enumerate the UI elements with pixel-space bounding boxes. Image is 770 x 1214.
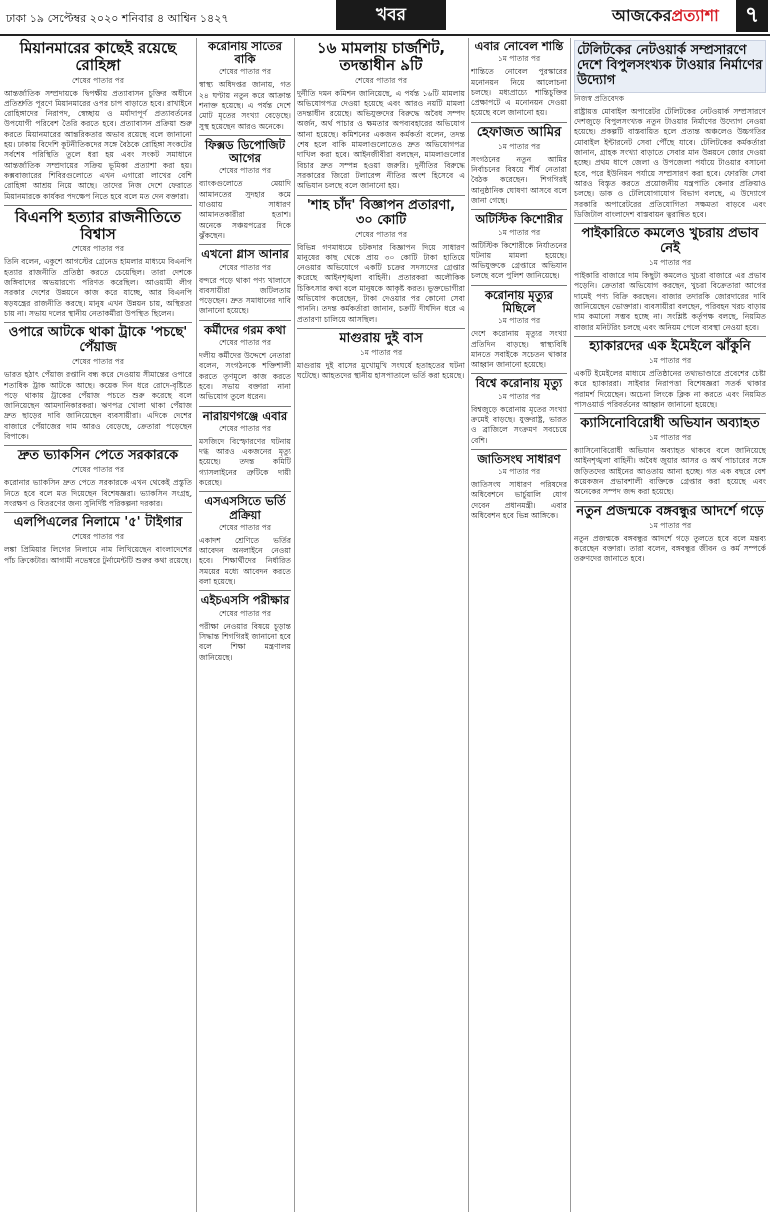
- story-body: বন্দরে পড়ে থাকা পণ্য খালাসে ব্যবসায়ীরা জটিলতায় পড়েছেন। দ্রুত সমাধানের দাবি জানানো হয়েছে।: [199, 275, 291, 316]
- story-body: একটি ইমেইলের মাধ্যমে প্রতিষ্ঠানের তথ্যভাণ্ডারে প্রবেশের চেষ্টা করে হ্যাকাররা। সাইবার নিরাপত্তা বিশেষজ্ঞরা সতর্ক থাকার পরামর্শ দিয়েছেন। অচেনা লিংকে ক্লিক না করতে এবং নিয়মিত পাসওয়ার্ড পরিবর্তনের আহ্বান জানানো হয়েছে।: [574, 368, 766, 409]
- byline: ১ম পাতার পর: [497, 227, 541, 237]
- header-rule: [0, 34, 770, 36]
- story-divider: [199, 320, 291, 321]
- headline: এসএসসিতে ভর্তি প্রক্রিয়া: [204, 494, 286, 522]
- story-divider: [4, 322, 192, 323]
- story-divider: [471, 209, 567, 210]
- column-divider: [294, 38, 295, 1212]
- story-divider: [199, 135, 291, 136]
- story-divider: [471, 122, 567, 123]
- byline: শেষের পাতার পর: [72, 357, 124, 367]
- byline: শেষের পাতার পর: [355, 229, 407, 239]
- story-divider: [199, 406, 291, 407]
- story-glass: [199, 248, 291, 316]
- headline: 'শাহ চাঁদ' বিজ্ঞাপন প্রতারণা, ৩০ কোটি: [306, 197, 456, 228]
- story-body: দেশে করোনায় মৃত্যুর সংখ্যা প্রতিদিন বাড়ছে। স্বাস্থ্যবিধি মানতে সবাইকে সচেতন থাকার আহ্বান জানানো হয়েছে।: [471, 329, 567, 370]
- column-divider: [196, 38, 197, 1212]
- story-divider: [4, 205, 192, 206]
- story-divider: [574, 336, 766, 337]
- headline: হ্যাকারদের এক ইমেইলে ঝাঁকুনি: [589, 339, 751, 354]
- headline: হেফাজত আমির: [476, 124, 562, 140]
- byline: ১ম পাতার পর: [648, 520, 692, 530]
- headline: এবার নোবেল শান্তি: [474, 39, 564, 53]
- story-divider: [4, 512, 192, 513]
- headline: নতুন প্রজন্মকে বঙ্গবন্ধুর আদর্শে গড়ে: [576, 503, 764, 519]
- logo-prefix: আজকের: [612, 6, 672, 25]
- byline: ১ম পাতার পর: [648, 355, 692, 365]
- story-divider: [471, 373, 567, 374]
- logo-suffix: প্রত্যাশা: [671, 6, 719, 25]
- headline: মাগুরায় দুই বাস: [339, 331, 423, 346]
- column-3: [297, 38, 465, 1212]
- story-vaccine: [4, 449, 192, 509]
- story-body: ক্যাসিনোবিরোধী অভিযান অব্যাহত থাকবে বলে জানিয়েছে আইনশৃঙ্খলা বাহিনী। অবৈধ জুয়ার আসর ও অর্থ পাচারের সঙ্গে জড়িতদের আইনের আওতায় আনা হচ্ছে। গত এক বছরে বেশ কয়েকজন প্রভাবশালী ব্যক্তিকে গ্রেপ্তার করা হয়েছে এবং অনেকের সম্পদ জব্দ করা হয়েছে।: [574, 446, 766, 497]
- story-pharma: [297, 199, 465, 325]
- story-hefazat: [471, 126, 567, 207]
- byline: শেষের পাতার পর: [72, 465, 124, 475]
- headline: দ্রুত ভ্যাকসিন পেতে সরকারকে: [17, 448, 179, 464]
- story-bus: [297, 332, 465, 382]
- headline: করোনায় সাতের বাকি: [208, 39, 282, 67]
- byline: শেষের পাতার পর: [219, 338, 271, 347]
- headline: বিএনপি হত্যার রাজনীতিতে বিশ্বাস: [14, 207, 182, 244]
- story-body: নতুন প্রজন্মকে বঙ্গবন্ধুর আদর্শে গড়ে তুলতে হবে বলে মন্তব্য করেছেন বক্তারা। তারা বলেন, বঙ্গবন্ধুর জীবন ও কর্ম সম্পর্কে তরুণদের জানাতে হবে।: [574, 533, 766, 564]
- column-divider: [570, 38, 571, 1212]
- story-bnp: [4, 209, 192, 319]
- story-divider: [574, 501, 766, 502]
- story-world-corona: [471, 377, 567, 445]
- byline: শেষের পাতার পর: [219, 166, 271, 176]
- story-body: লঙ্কা প্রিমিয়ার লিগের নিলামে নাম লিখিয়েছেন বাংলাদেশের পাঁচ ক্রিকেটার। আগামী নভেম্বরে টুর্নামেন্টটি শুরুর কথা রয়েছে।: [4, 545, 192, 565]
- section-label: খবর: [336, 0, 446, 30]
- story-divider: [199, 244, 291, 245]
- story-body: দলীয় কর্মীদের উদ্দেশে নেতারা বলেন, সংগঠনকে শক্তিশালী করতে তৃণমূলে কাজ করতে হবে। সভায় বক্তারা নানা অভিযোগ তুলে ধরেন।: [199, 351, 291, 402]
- headline: করোনায় মৃত্যুর মিছিলে: [485, 287, 553, 315]
- story-onion: [4, 326, 192, 442]
- story-narayanganj: [199, 410, 291, 489]
- story-divider: [199, 590, 291, 591]
- headline: পাইকারিতে কমলেও খুচরায় প্রভাব নেই: [581, 226, 759, 257]
- story-bangabandhu: [574, 505, 766, 565]
- headline: মিয়ানমারের কাছেই রয়েছে রোহিঙ্গা: [19, 39, 177, 75]
- headline: নারায়ণগঞ্জে এবার: [202, 408, 288, 423]
- headline: বিশ্বে করোনায় মৃত্যু: [475, 376, 563, 391]
- story-divider: [297, 328, 465, 329]
- headline: ১৬ মামলায় চার্জশিট, তদন্তাধীন ৯টি: [316, 39, 446, 75]
- byline: নিজস্ব প্রতিবেদক: [574, 93, 625, 103]
- newspaper-logo: [612, 3, 719, 30]
- story-autism: [471, 213, 567, 281]
- byline: শেষের পাতার পর: [72, 244, 124, 254]
- story-corona-seven: [199, 40, 291, 132]
- story-body: বিভিন্ন গণমাধ্যমে চটকদার বিজ্ঞাপন দিয়ে সাধারণ মানুষের কাছ থেকে প্রায় ৩০ কোটি টাকা হাতিয়ে নেওয়ার অভিযোগে একটি চক্রের সদস্যদের গ্রেপ্তার করেছে আইনশৃঙ্খলা বাহিনী। প্রতারকরা অলৌকিক চিকিৎসার কথা বলে মানুষকে আকৃষ্ট করত। ভুক্তভোগীরা অভিযোগ করেছেন, টাকা দেওয়ার পর কোনো সেবা পাননি। তদন্ত কর্মকর্তারা জানান, চক্রটি দীর্ঘদিন ধরে এ প্রতারণা চালিয়ে আসছিল।: [297, 242, 465, 324]
- byline: শেষের পাতার পর: [219, 522, 271, 532]
- byline: শেষের পাতার পর: [355, 75, 407, 85]
- story-lpl: [4, 516, 192, 566]
- story-divider: [4, 445, 192, 446]
- headline: ফিক্সড ডিপোজিট আগের: [205, 138, 285, 166]
- story-body: করোনার ভ্যাকসিন দ্রুত পেতে সরকারকে এখন থেকেই প্রস্তুতি নিতে হবে বলে মত দিয়েছেন বিশেষজ্ঞরা। ভ্যাকসিন সংগ্রহ, সংরক্ষণ ও বিতরণের জন্য সুনির্দিষ্ট পরিকল্পনা দরকার।: [4, 478, 192, 508]
- byline: ১ম পাতার পর: [359, 347, 403, 357]
- story-chargesheet: [297, 40, 465, 192]
- story-body: জাতিসংঘ সাধারণ পরিষদের অধিবেশনে ভার্চুয়ালি যোগ দেবেন প্রধানমন্ত্রী। এবার অধিবেশন হবে ভিন্ন আঙ্গিকে।: [471, 480, 567, 521]
- story-body: মসজিদে বিস্ফোরণের ঘটনায় দগ্ধ আরও একজনের মৃত্যু হয়েছে। তদন্ত কমিটি গ্যাসলাইনের ত্রুটিকে দায়ী করেছে।: [199, 436, 291, 488]
- story-body: পরীক্ষা নেওয়ার বিষয়ে চূড়ান্ত সিদ্ধান্ত শিগগিরই জানানো হবে বলে শিক্ষা মন্ত্রণালয় জানিয়েছে।: [199, 621, 291, 662]
- story-admission: [199, 495, 291, 587]
- column-5: [574, 38, 766, 1212]
- story-hsc: [199, 594, 291, 662]
- story-body: আন্তর্জাতিক সম্প্রদায়কে দ্বিপক্ষীয় প্রত্যাবাসন চুক্তির অধীনে প্রতিশ্রুতি পূরণে মিয়ানমারের ওপর চাপ বাড়াতে হবে। রাখাইনে রোহিঙ্গাদের নিরাপদ, স্বেচ্ছায় ও মর্যাদাপূর্ণ প্রত্যাবর্তনের উপযোগী পরিবেশ তৈরি করতে হবে। প্রত্যাবাসন প্রক্রিয়া শুরু করতে মিয়ানমারের আন্তরিকতার অভাব রয়েছে বলে জানানো হয়। ঢাকায় বিদেশি কূটনীতিকদের সঙ্গে বৈঠকে রোহিঙ্গা সংকটের সর্বশেষ পরিস্থিতি তুলে ধরা হয় এবং সংকট সমাধানে আন্তর্জাতিক সম্প্রদায়ের সক্রিয় ভূমিকা প্রত্যাশা করা হয়। কক্সবাজারের শিবিরগুলোতে এখন এগারো লাখের বেশি রোহিঙ্গা আশ্রয় নিয়ে আছে। তাদের নিজ দেশে ফেরাতে মিয়ানমারকে কার্যকর পদক্ষেপ নিতে হবে বলে মত দেন বক্তারা।: [4, 88, 192, 201]
- story-body: অটিস্টিক কিশোরীকে নির্যাতনের ঘটনায় মামলা হয়েছে। অভিযুক্তকে গ্রেপ্তারে অভিযান চলছে বলে পুলিশ জানিয়েছে।: [471, 240, 567, 281]
- story-body: তিনি বলেন, একুশে আগস্টের গ্রেনেড হামলার মাধ্যমে বিএনপি হত্যার রাজনীতি প্রতিষ্ঠা করতে চেয়েছিল। তারা দেশকে জঙ্গিবাদের অভয়ারণ্যে পরিণত করেছিল। আওয়ামী লীগ সরকার দেশের উন্নয়নে কাজ করে যাচ্ছে, আর বিএনপি ষড়যন্ত্রের রাজনীতি করছে। মানুষ এখন উন্নয়ন চায়, অস্থিরতা চায় না। সভায় দলের স্থানীয় নেতাকর্মীরা উপস্থিত ছিলেন।: [4, 257, 192, 318]
- story-body: মাগুরায় দুই বাসের মুখোমুখি সংঘর্ষে হতাহতের ঘটনা ঘটেছে। আহতদের স্থানীয় হাসপাতালে ভর্তি করা হয়েছে।: [297, 360, 465, 381]
- story-divider: [199, 491, 291, 492]
- byline: শেষের পাতার পর: [219, 423, 271, 433]
- story-divider: [471, 285, 567, 286]
- headline: অটিস্টিক কিশোরীর: [475, 212, 563, 227]
- story-wholesale: [574, 227, 766, 333]
- story-body: পাইকারি বাজারে দাম কিছুটা কমলেও খুচরা বাজারে এর প্রভাব পড়েনি। ক্রেতারা অভিযোগ করছেন, খুচরা বিক্রেতারা আগের দামেই পণ্য বিক্রি করছেন। বাজার তদারকি জোরদারের দাবি জানিয়েছেন ভোক্তারা। ব্যবসায়ীরা বলছেন, পরিবহন খরচ বাড়ায় দাম কমানো সম্ভব হচ্ছে না। সংশ্লিষ্ট কর্তৃপক্ষ বলছে, নিয়মিত বাজার মনিটরিং চলছে এবং অনিয়ম পেলে ব্যবস্থা নেওয়া হবে।: [574, 271, 766, 332]
- masthead: [0, 0, 770, 36]
- story-divider: [471, 449, 567, 450]
- byline: শেষের পাতার পর: [219, 262, 271, 272]
- headline: ক্যাসিনোবিরোধী অভিযান অব্যাহত: [580, 416, 760, 432]
- story-fixed-deposit: [199, 139, 291, 241]
- story-divider: [574, 223, 766, 224]
- story-jatisangha: [471, 453, 567, 521]
- story-divider: [574, 413, 766, 414]
- byline: শেষের পাতার পর: [72, 75, 124, 85]
- story-nobel: [471, 40, 567, 119]
- byline: ১ম পাতার পর: [497, 141, 541, 151]
- story-teletalk: [574, 40, 766, 220]
- headline: এখনো গ্লাস আনার: [201, 247, 289, 262]
- story-body: একাদশ শ্রেণিতে ভর্তির আবেদন অনলাইনে নেওয়া হবে। শিক্ষার্থীদের নির্ধারিত সময়ের মধ্যে আবেদন করতে বলা হয়েছে।: [199, 535, 291, 587]
- story-divider: [297, 195, 465, 196]
- column-4: [471, 38, 567, 1212]
- byline: শেষের পাতার পর: [219, 608, 271, 618]
- story-body: দুর্নীতি দমন কমিশন জানিয়েছে, এ পর্যন্ত ১৬টি মামলায় অভিযোগপত্র দেওয়া হয়েছে এবং আরও নয়টি মামলা তদন্তাধীন রয়েছে। অভিযুক্তদের বিরুদ্ধে অবৈধ সম্পদ অর্জন, অর্থ পাচার ও ক্ষমতার অপব্যবহারের অভিযোগ আনা হয়েছে। কমিশনের একজন কর্মকর্তা বলেন, তদন্ত শেষ হলে বাকি মামলাগুলোতেও দ্রুত অভিযোগপত্র দাখিল করা হবে। আইনজীবীরা বলছেন, মামলাগুলোর বিচার দ্রুত সম্পন্ন হওয়া জরুরি। দুর্নীতির বিরুদ্ধে সরকারের জিরো টলারেন্স নীতির অংশ হিসেবে এ অভিযান চলছে বলে জানানো হয়।: [297, 88, 465, 191]
- byline: ১ম পাতার পর: [648, 258, 692, 268]
- byline: ১ম পাতার পর: [497, 391, 541, 401]
- story-workers: [199, 324, 291, 403]
- story-body: শান্তিতে নোবেল পুরস্কারের মনোনয়ন নিয়ে আলোচনা চলছে। মধ্যপ্রাচ্যে শান্তিচুক্তির প্রেক্ষাপটে এ মনোনয়ন দেওয়া হয়েছে বলে জানানো হয়।: [471, 67, 567, 118]
- story-body: রাষ্ট্রায়ত্ত মোবাইল অপারেটর টেলিটকের নেটওয়ার্ক সম্প্রসারণে দেশজুড়ে বিপুলসংখ্যক নতুন টাওয়ার নির্মাণের উদ্যোগ নেওয়া হয়েছে। প্রকল্পটি বাস্তবায়িত হলে প্রত্যন্ত অঞ্চলেও উচ্চগতির মোবাইল ইন্টারনেট সেবা পৌঁছে যাবে। টেলিটকের কর্মকর্তারা জানান, গ্রাহক সংখ্যা বাড়াতে সেবার মান উন্নয়নে জোর দেওয়া হচ্ছে। প্রথম ধাপে জেলা ও উপজেলা পর্যায়ে টাওয়ার বসানো হবে, পরে ইউনিয়ন পর্যায়ে সম্প্রসারণ করা হবে। ফোরজি সেবা আরও বিস্তৃত করতে প্রয়োজনীয় যন্ত্রপাতি কেনার প্রক্রিয়াও চলছে। ডাক ও টেলিযোগাযোগ বিভাগ বলছে, এ উদ্যোগে সরকারি অপারেটরের প্রতিযোগিতা সক্ষমতা বাড়বে এবং ডিজিটাল বাংলাদেশ বাস্তবায়ন ত্বরান্বিত হবে।: [574, 106, 766, 219]
- story-casino: [574, 417, 766, 498]
- story-corona-funeral: [471, 289, 567, 371]
- column-1: [4, 38, 192, 1212]
- byline: শেষের পাতার পর: [219, 67, 271, 77]
- story-body: সংগঠনের নতুন আমির নির্বাচনের বিষয়ে শীর্ষ নেতারা বৈঠক করেছেন। শিগগিরই আনুষ্ঠানিক ঘোষণা আসবে বলে জানা গেছে।: [471, 154, 567, 205]
- byline: ১ম পাতার পর: [497, 54, 541, 64]
- headline: জাতিসংঘ সাধারণ: [477, 451, 561, 466]
- byline: ১ম পাতার পর: [497, 467, 541, 477]
- column-2: [199, 38, 291, 1212]
- headline: ওপারে আটকে থাকা ট্রাকে 'পচছে' পেঁয়াজ: [8, 325, 188, 356]
- story-body: ভারত হঠাৎ পেঁয়াজ রপ্তানি বন্ধ করে দেওয়ায় সীমান্তের ওপারে শতাধিক ট্রাক আটকে আছে। কয়েক দিন ধরে রোদে-বৃষ্টিতে পড়ে থাকায় ট্রাকের পেঁয়াজ পচতে শুরু করেছে বলে জানিয়েছেন আমদানিকারকরা। ঋণপত্র খোলা থাকা পেঁয়াজ দ্রুত ছাড়ের দাবি জানিয়েছেন ব্যবসায়ীরা। এদিকে দেশের বাজারে পেঁয়াজের দাম আরও বেড়েছে, ক্রেতারা পড়েছেন বিপাকে।: [4, 370, 192, 442]
- headline: টেলিটকের নেটওয়ার্ক সম্প্রসারণে দেশে বিপুলসংখ্যক টাওয়ার নির্মাণের উদ্যোগ: [574, 40, 766, 93]
- headline: এলপিএলের নিলামে '৫' টাইগার: [13, 515, 183, 531]
- story-body: ব্যাংকগুলোতে মেয়াদি আমানতের সুদহার কমে যাওয়ায় সাধারণ আমানতকারীরা হতাশ। অনেকে সঞ্চয়পত্রের দিকে ঝুঁকছেন।: [199, 179, 291, 240]
- byline: ১ম পাতার পর: [648, 433, 692, 443]
- page-number: ৭: [736, 0, 768, 32]
- story-body: স্বাস্থ্য অধিদপ্তর জানায়, গত ২৪ ঘণ্টায় নতুন করে আক্রান্ত শনাক্ত হয়েছে। এ পর্যন্ত দেশে মোট মৃতের সংখ্যা বেড়েছে। সুস্থ হয়েছেন আরও অনেকে।: [199, 80, 291, 131]
- byline: ১ম পাতার পর: [497, 316, 541, 326]
- headline: এইচএসসি পরীক্ষার: [200, 593, 290, 608]
- story-rohingya: [4, 40, 192, 202]
- issue-date: ঢাকা ১৯ সেপ্টেম্বর ২০২০ শনিবার ৪ আশ্বিন ১৪২৭: [6, 12, 229, 25]
- story-hackers: [574, 340, 766, 410]
- story-body: বিশ্বজুড়ে করোনায় মৃতের সংখ্যা ক্রমেই বাড়ছে। যুক্তরাষ্ট্র, ভারত ও ব্রাজিলে সংক্রমণ সবচেয়ে বেশি।: [471, 404, 567, 445]
- headline: কর্মীদের গরম কথা: [204, 322, 286, 337]
- column-divider: [468, 38, 469, 1212]
- byline: শেষের পাতার পর: [72, 532, 124, 542]
